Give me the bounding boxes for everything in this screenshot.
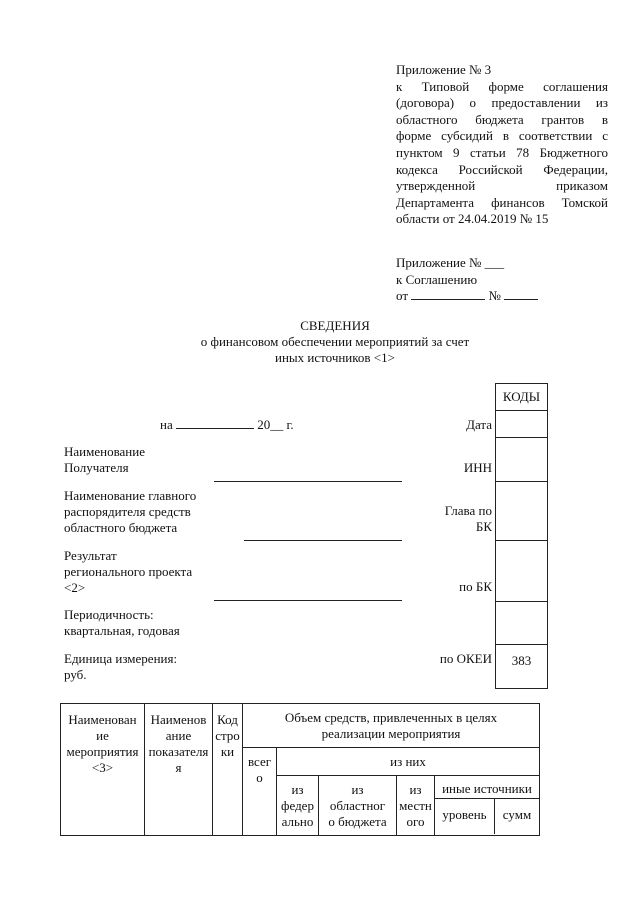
agreement-ref: к Соглашению xyxy=(396,271,478,287)
report-date-year: 20__ г. xyxy=(257,417,294,432)
grbs-label-line3: областного бюджета xyxy=(64,520,178,535)
code-bk-cell[interactable] xyxy=(496,541,547,602)
grbs-label-line1: Наименование главного xyxy=(64,488,197,503)
col-local xyxy=(397,776,435,836)
col1-line: Наименован xyxy=(68,712,137,727)
col2-line: я xyxy=(175,760,182,775)
col-sum: сумм xyxy=(502,807,532,822)
col1-line: мероприятия xyxy=(66,744,139,759)
agreement-date-line xyxy=(396,288,556,305)
grbs-label-line2: распорядителя средств xyxy=(64,504,191,519)
other-sources-label: иные источники xyxy=(435,776,539,799)
label-po-okei: по ОКЕИ xyxy=(439,651,492,666)
title-line1: СВЕДЕНИЯ xyxy=(300,318,370,333)
title-line3: иных источников <1> xyxy=(275,350,395,365)
date-prefix: от xyxy=(396,288,409,304)
report-date-blank[interactable] xyxy=(176,417,254,429)
result-label-line2: регионального проекта xyxy=(64,564,193,579)
period-label xyxy=(64,607,180,639)
code-date-cell[interactable] xyxy=(496,411,547,438)
appendix-line: форме субсидий в соответствии с xyxy=(396,128,608,144)
col-level: уровень xyxy=(435,799,495,834)
col3-line: Код xyxy=(217,712,238,727)
recipient-label-line1: Наименование xyxy=(64,444,145,459)
agreement-appendix-block xyxy=(396,255,556,305)
col-event-name xyxy=(61,704,145,836)
result-label xyxy=(64,548,192,596)
col2-line: Наименов xyxy=(150,712,207,727)
label-po-bk: по БК xyxy=(459,579,492,594)
federal-line: из xyxy=(291,782,304,797)
result-input-line[interactable] xyxy=(214,600,402,601)
appendix-line: Департамента финансов Томской xyxy=(396,194,608,210)
col-other-sources xyxy=(435,776,540,836)
recipient-label xyxy=(64,444,145,476)
col-total xyxy=(243,748,277,836)
appendix-title: Приложение № 3 xyxy=(396,62,492,77)
code-inn-cell[interactable] xyxy=(496,438,547,482)
document-title xyxy=(160,318,510,366)
label-glava-line2: БК xyxy=(475,519,492,534)
number-sign: № xyxy=(488,288,501,304)
number-blank[interactable] xyxy=(504,288,538,300)
regional-line: областног xyxy=(329,798,386,813)
appendix-line: утвержденной приказом xyxy=(396,178,608,194)
label-glava-bk xyxy=(420,503,492,535)
col3-line: стро xyxy=(215,728,240,743)
label-inn: ИНН xyxy=(463,460,492,475)
col3-line: ки xyxy=(220,744,235,759)
federal-line: федер xyxy=(281,798,314,813)
recipient-label-line2: Получателя xyxy=(64,460,129,475)
appendix-line: области от 24.04.2019 № 15 xyxy=(396,211,549,227)
col2-line: показателя xyxy=(148,744,209,759)
unit-label-line1: Единица измерения: xyxy=(64,651,178,666)
report-date-line xyxy=(160,417,294,433)
report-date-prefix: на xyxy=(160,417,173,432)
col-federal xyxy=(277,776,319,836)
title-line2: о финансовом обеспечении мероприятий за счет xyxy=(200,334,470,349)
codes-column xyxy=(495,383,548,689)
result-label-line1: Результат xyxy=(64,548,117,563)
total-line: всег xyxy=(247,754,272,769)
recipient-input-line[interactable] xyxy=(214,481,402,482)
appendix-line: пунктом 9 статьи 78 Бюджетного xyxy=(396,144,608,160)
col-indicator-name xyxy=(145,704,213,836)
unit-label-line2: руб. xyxy=(64,667,87,682)
label-glava-line1: Глава по xyxy=(444,503,492,518)
date-blank[interactable] xyxy=(411,288,485,300)
period-label-line1: Периодичность: xyxy=(64,607,154,622)
code-glava-cell[interactable] xyxy=(496,482,547,541)
volume-line2: реализации мероприятия xyxy=(321,726,461,741)
col1-line: ие xyxy=(96,728,109,743)
appendix-line: к Типовой форме соглашения xyxy=(396,78,608,94)
regional-line: о бюджета xyxy=(328,814,387,829)
appendix-block xyxy=(396,62,608,228)
appendix-line: кодекса Российской Федерации, xyxy=(396,161,608,177)
regional-line: из xyxy=(351,782,364,797)
agreement-appendix-number: Приложение № ___ xyxy=(396,255,505,270)
volume-line1: Объем средств, привлеченных в целях xyxy=(284,710,498,725)
col-of-which: из них xyxy=(277,748,540,776)
local-line: местн xyxy=(399,798,432,813)
code-empty-cell[interactable] xyxy=(496,602,547,645)
local-line: из xyxy=(409,782,422,797)
period-label-line2: квартальная, годовая xyxy=(64,623,180,638)
grbs-label xyxy=(64,488,196,536)
codes-header: КОДЫ xyxy=(496,384,547,411)
label-date: Дата xyxy=(466,417,492,432)
local-line: ого xyxy=(406,814,425,829)
funding-table xyxy=(60,703,540,836)
unit-label xyxy=(64,651,177,683)
total-line: о xyxy=(256,770,263,785)
code-okei-cell: 383 xyxy=(511,653,532,668)
result-label-line3: <2> xyxy=(64,580,86,595)
col-volume-header xyxy=(243,704,540,748)
federal-line: ально xyxy=(281,814,314,829)
col-row-code xyxy=(213,704,243,836)
appendix-line: (договора) о предоставлении из xyxy=(396,95,608,111)
col-regional xyxy=(319,776,397,836)
col2-line: ание xyxy=(165,728,192,743)
grbs-input-line[interactable] xyxy=(244,540,402,541)
col1-line: <3> xyxy=(91,760,114,775)
appendix-line: областного бюджета грантов в xyxy=(396,111,608,127)
